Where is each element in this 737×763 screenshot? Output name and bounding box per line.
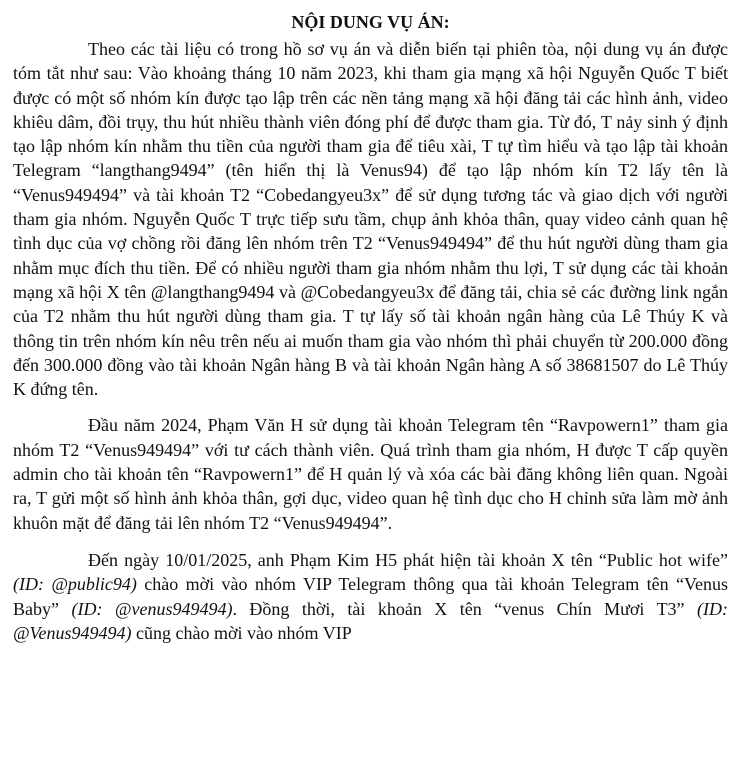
account-id-text: (ID: @Venus949494) [13,598,728,643]
paragraph-text: . Đồng thời, tài khoản X tên “venus Chín Mươi T3” [232,598,698,619]
account-id-text: (ID: @public94) [13,574,137,595]
paragraph-text: chào mời vào nhóm VIP Telegram thông qua tài khoản Telegram tên “Venus Baby” [13,574,728,619]
paragraph-early-2024: Đầu năm 2024, Phạm Văn H sử dụng tài khoản Telegram tên “Ravpowern1” tham gia nhóm T2 “Venus949494” với tư cách thành viên. Quá trình tham gia nhóm, H được T cấp quyền admin cho tài khoản tên “Ravpowern1” để H quản lý và xóa các bài đăng không liên quan. Ngoài ra, T gửi một số hình ảnh khỏa thân, gợi dục, video quan hệ tình dục cho H chỉnh sửa làm mờ ảnh khuôn mặt để đăng tải lên nhóm T2 “Venus949494”. [13,415,728,533]
paragraph-text: cũng chào mời vào nhóm VIP [131,622,352,643]
paragraph-text: Đến ngày 10/01/2025, anh Phạm Kim H5 phát hiện tài khoản X tên “Public hot wife” [88,549,728,570]
document-page [13,0,728,645]
paragraph-jan-2025 [13,548,728,645]
account-id-text: (ID: @venus949494) [71,598,233,619]
paragraph-case-summary: Theo các tài liệu có trong hồ sơ vụ án và diễn biến tại phiên tòa, nội dung vụ án được tóm tắt như sau: Vào khoảng tháng 10 năm 2023, khi tham gia mạng xã hội Nguyễn Quốc T biết được có một số nhóm kín được tạo lập trên các nền tảng mạng xã hội đăng tải các hình ảnh, video khiêu dâm, đồi trụy, thu hút nhiều thành viên đóng phí để được tham gia. Từ đó, T nảy sinh ý định tạo lập nhóm kín nhằm thu tiền của người tham gia để tiêu xài, T tự tìm hiểu và tạo lập tài khoản Telegram “langthang9494” (tên hiển thị là Venus94) để tạo lập nhóm kín T2 lấy tên là “Venus949494” và tài khoản T2 “Cobedangyeu3x” để sử dụng tương tác và giao dịch với người tham gia nhóm. Nguyễn Quốc T trực tiếp sưu tầm, chụp ảnh khỏa thân, quay video cảnh quan hệ tình dục của vợ chồng rồi đăng lên nhóm trên T2 “Venus949494” để thu hút người dùng tham gia nhằm mục đích thu tiền. Để có nhiều người tham gia nhóm nhằm thu lợi, T sử dụng các tài khoản mạng xã hội X tên @langthang9494 và @Cobedangyeu3x để đăng tải, chia sẻ các đường link ngắn của T2 nhằm thu hút người dùng tham gia. T tự lấy số tài khoản ngân hàng của Lê Thúy K và thông tin trên nhóm kín nêu trên nếu ai muốn tham gia vào nhóm thì phải chuyển từ 200.000 đồng đến 300.000 đồng vào tài khoản Ngân hàng B và tài khoản Ngân hàng A số 38681507 do Lê Thúy K đứng tên. [13,39,728,400]
document-heading: NỘI DUNG VỤ ÁN: [291,12,450,32]
